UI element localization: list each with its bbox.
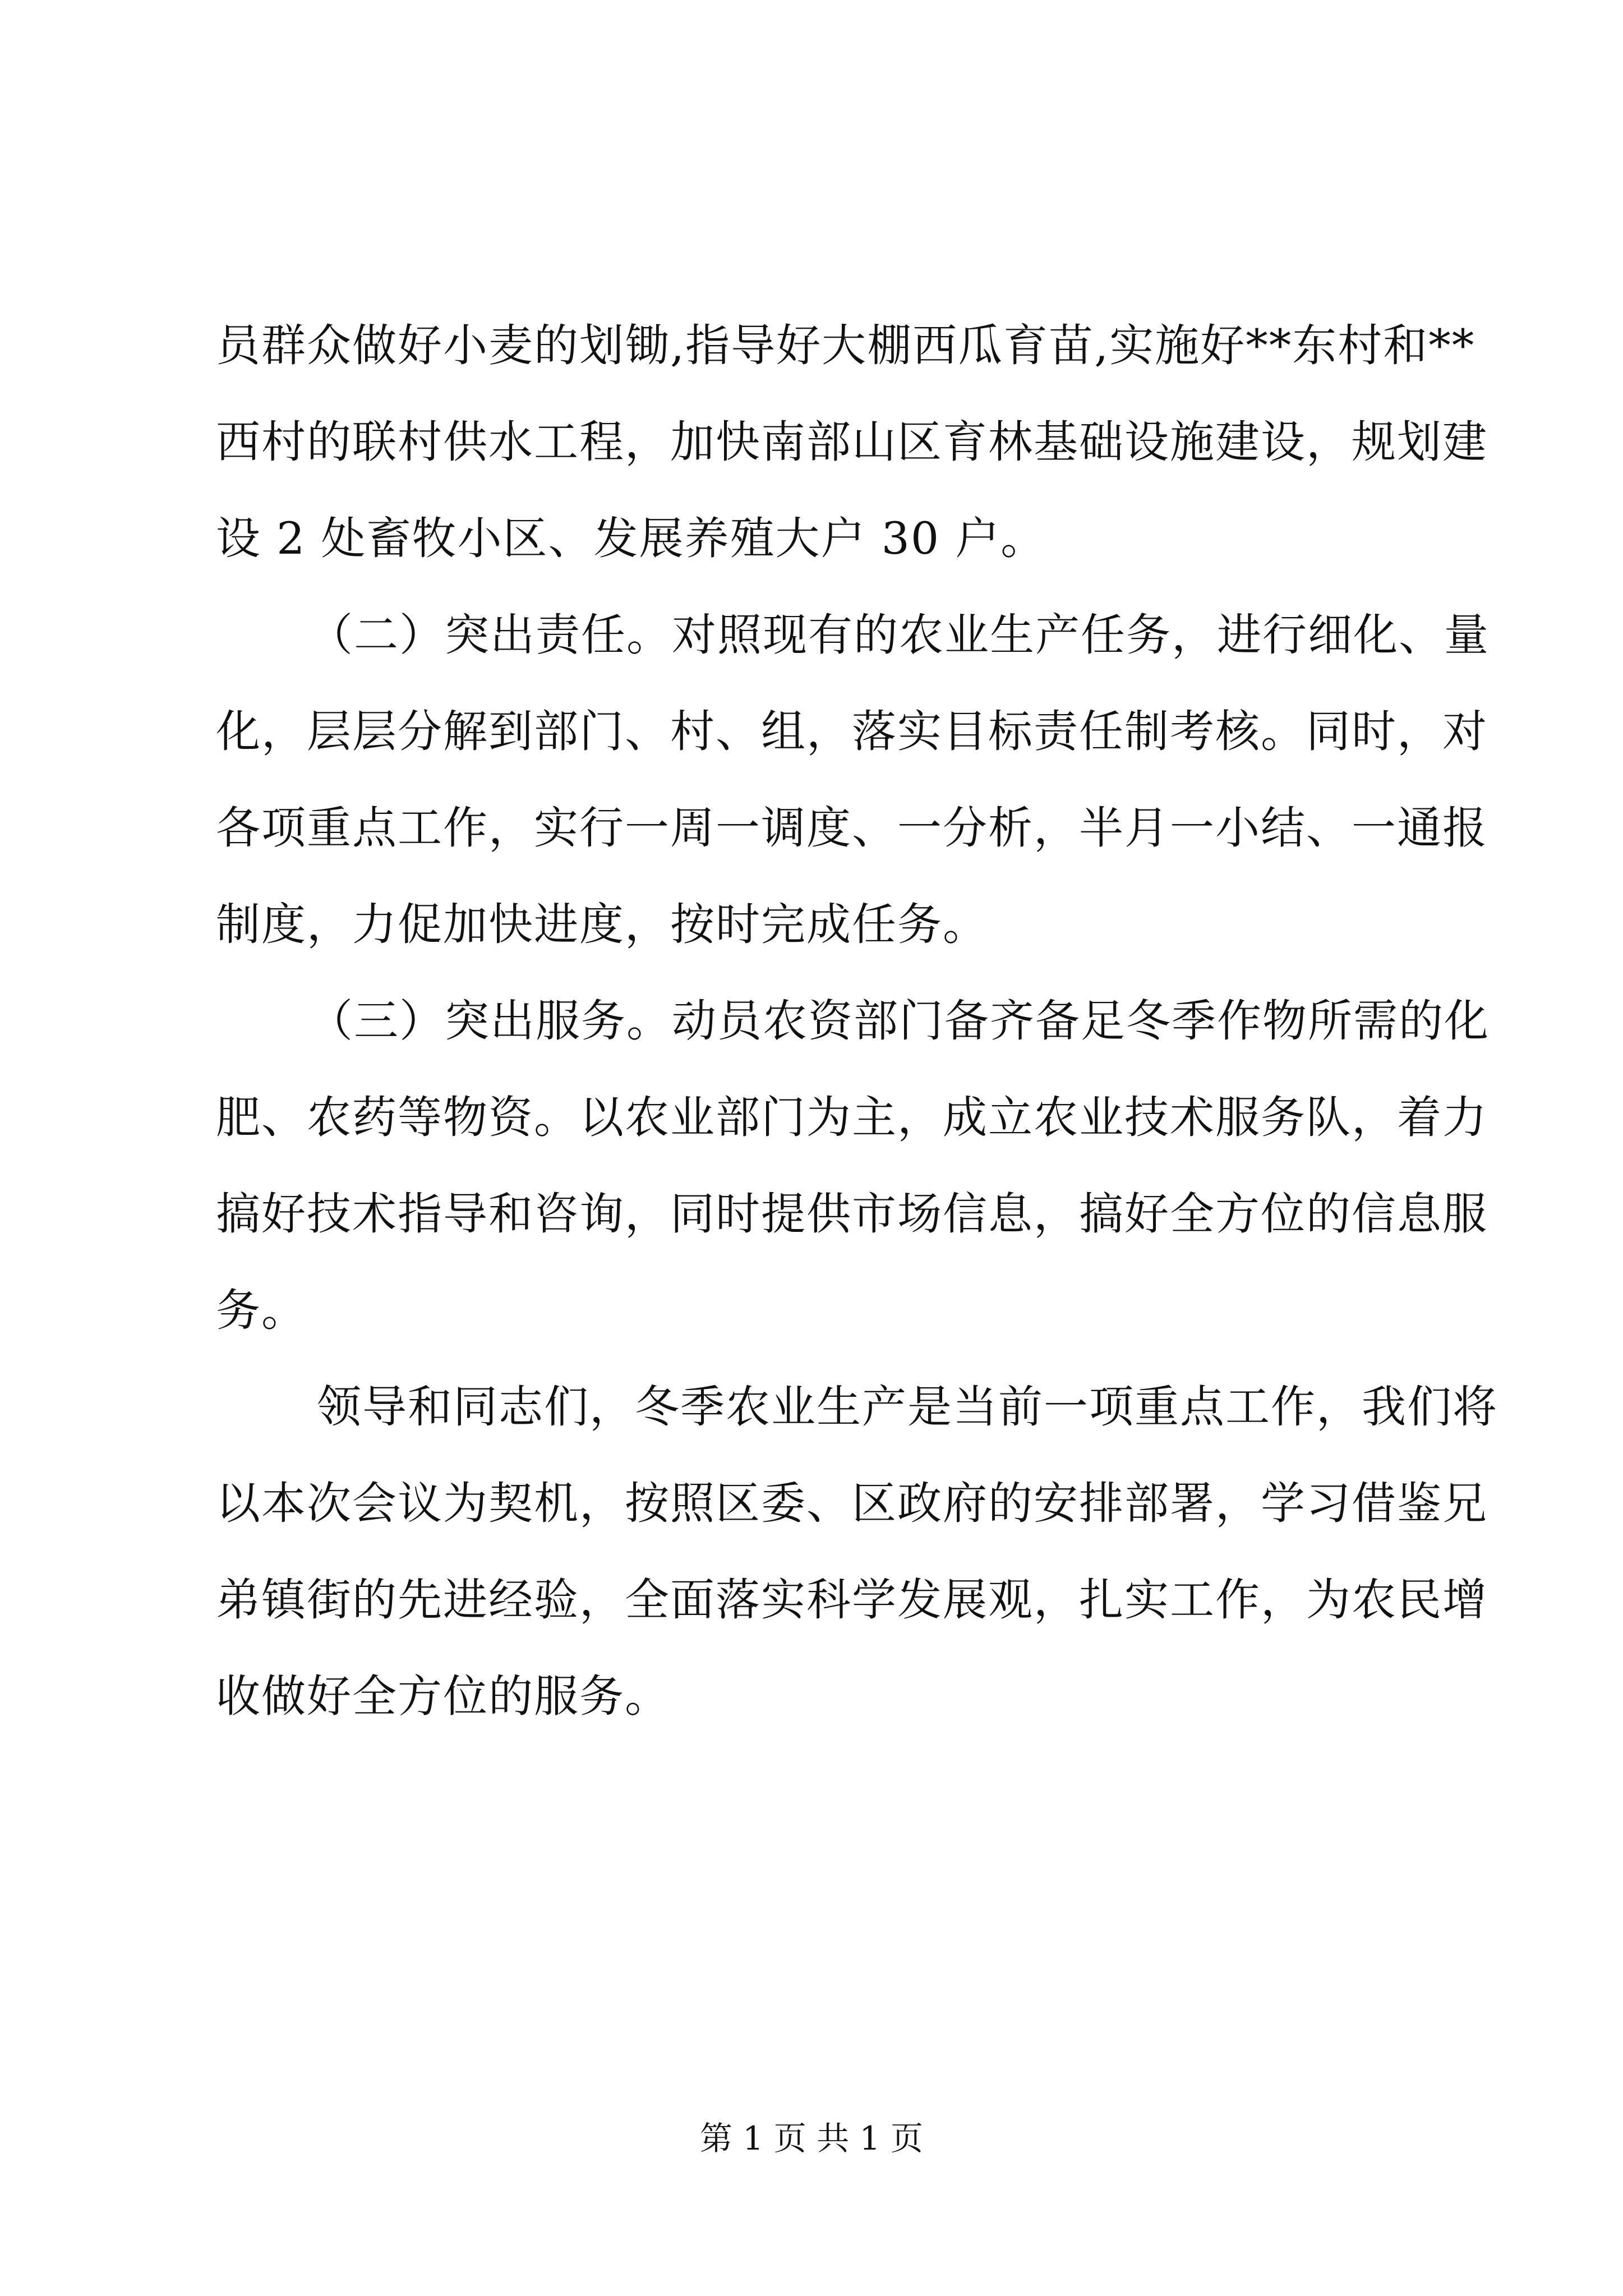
text-line: 员群众做好小麦的划锄,指导好大棚西瓜育苗,实施好**东村和**: [216, 320, 1476, 371]
text-line: 化，层层分解到部门、村、组，落实目标责任制考核。同时，对: [216, 706, 1488, 757]
page-number-label: 第 1 页 共 1 页: [700, 2119, 923, 2157]
text-line: 领导和同志们，冬季农业生产是当前一项重点工作，我们将: [317, 1381, 1498, 1433]
paragraph-continuation: [216, 297, 1488, 587]
text-line: 以本次会议为契机，按照区委、区政府的安排部署，学习借鉴兄: [216, 1478, 1488, 1529]
paragraph-closing: [216, 1359, 1498, 1745]
paragraph-responsibility: [216, 587, 1490, 973]
text-line: 弟镇街的先进经验，全面落实科学发展观，扎实工作，为农民增: [216, 1574, 1488, 1626]
text-line: 收做好全方位的服务。: [216, 1671, 670, 1722]
page-footer: [0, 2116, 1623, 2161]
text-line: 务。: [216, 1285, 307, 1336]
document-body: [216, 297, 1498, 1745]
text-line: 制度，力促加快进度，按时完成任务。: [216, 899, 988, 950]
text-line: 设 2 处畜牧小区、发展养殖大户 30 户。: [216, 513, 1046, 564]
text-line: 各项重点工作，实行一周一调度、一分析，半月一小结、一通报: [216, 802, 1488, 854]
text-line: （二）突出责任。对照现有的农业生产任务，进行细化、量: [308, 609, 1490, 661]
paragraph-service: [216, 973, 1490, 1359]
text-line: 搞好技术指导和咨询，同时提供市场信息，搞好全方位的信息服: [216, 1188, 1488, 1240]
text-line: （三）突出服务。动员农资部门备齐备足冬季作物所需的化: [308, 995, 1490, 1047]
text-line: 西村的联村供水工程，加快南部山区育林基础设施建设，规划建: [216, 416, 1488, 468]
text-line: 肥、农药等物资。以农业部门为主，成立农业技术服务队，着力: [216, 1092, 1488, 1143]
